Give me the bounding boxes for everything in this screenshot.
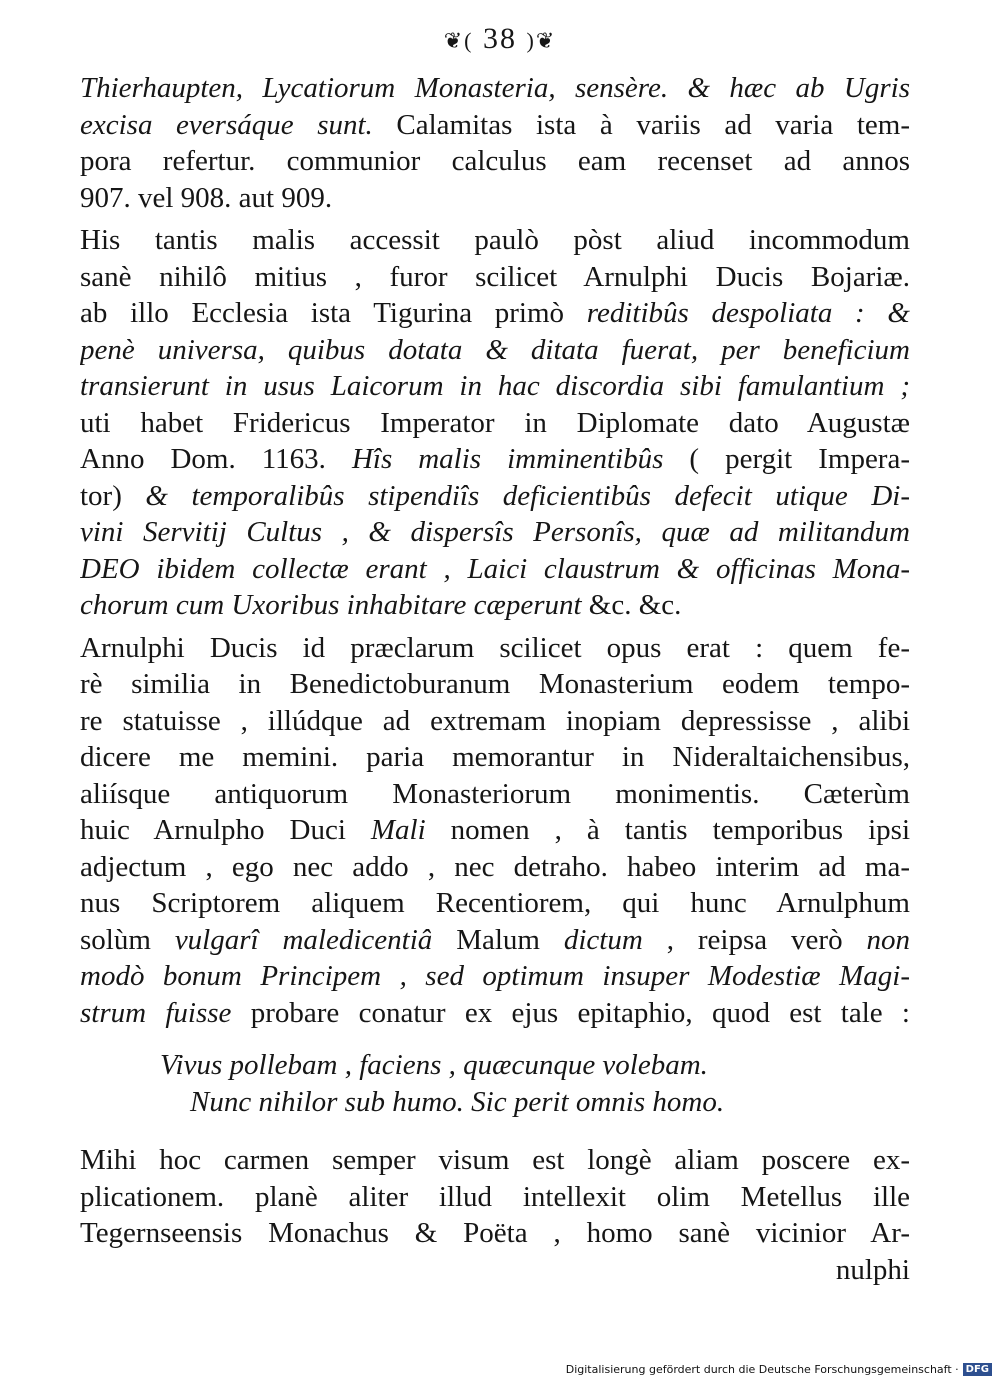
text-line	[80, 107, 910, 144]
text-segment: tor)	[80, 479, 146, 512]
text-segment: plicationem. planè aliter illud intellexit olim Metellus ille	[80, 1180, 910, 1213]
text-segment: Tegernseensis Monachus & Poëta , homo sanè vicinior Ar-	[80, 1217, 910, 1249]
text-line	[80, 922, 910, 959]
text-segment: huic Arnulpho Duci	[80, 814, 371, 846]
italic-text-segment: DEO ibidem collectæ erant , Laici claustrum & officinas Mona-	[80, 552, 910, 585]
footer-text: Digitalisierung gefördert durch die Deutsche Forschungsgemeinschaft ·	[565, 1363, 959, 1376]
italic-text-segment: modò bonum Principem , sed optimum insuper Modestiæ Magi-	[80, 960, 910, 992]
text-segment: 907. vel 908. aut 909.	[80, 181, 333, 214]
epitaph-verse-line: Nunc nihilor sub humo. Sic perit omnis homo.	[190, 1085, 725, 1118]
text-line	[80, 739, 910, 776]
italic-text-segment: Hîs malis imminentibûs	[351, 443, 664, 475]
page-number-ornament-left: ❦(	[443, 28, 474, 53]
text-line	[80, 180, 910, 217]
text-line	[80, 703, 910, 740]
italic-text-segment: strum fuisse	[80, 996, 232, 1029]
text-segment: dicere me memini. paria memorantur in Nideraltaichensibus,	[80, 741, 910, 773]
text-line	[80, 332, 910, 369]
text-segment: ( pergit Impera-	[663, 443, 910, 475]
footer-credit	[566, 1363, 992, 1376]
italic-text-segment: Mali	[370, 814, 426, 846]
italic-text-segment: vini Servitij Cultus , & dispersîs Personîs, quæ ad militandum	[80, 516, 910, 548]
text-segment: His tantis malis accessit paulò pòst aliud incommodum	[80, 224, 910, 256]
italic-text-segment: dictum	[563, 923, 643, 956]
text-segment: probare conatur ex ejus epitaphio, quod est tale :	[231, 996, 910, 1029]
text-line	[80, 441, 910, 478]
italic-text-segment: vulgarî maledicentiâ	[174, 923, 433, 956]
text-segment: solùm	[80, 923, 175, 956]
text-line	[80, 1215, 910, 1252]
epitaph-verse-line: Vivus pollebam , faciens , quæcunque volebam.	[160, 1049, 708, 1081]
text-segment: pora refertur. communior calculus eam recenset ad annos	[80, 145, 910, 177]
text-line	[80, 478, 910, 515]
text-line	[80, 812, 910, 849]
text-line	[80, 776, 910, 813]
text-segment: uti habet Fridericus Imperator in Diplomate dato Augustæ	[80, 406, 910, 439]
body-text	[80, 70, 910, 1288]
text-line	[80, 1179, 910, 1216]
page-number-value: 38	[483, 22, 517, 55]
text-line	[80, 143, 910, 180]
italic-text-segment: excisa eversáque sunt.	[80, 108, 373, 141]
text-line	[80, 70, 910, 107]
text-segment: sanè nihilô mitius , furor scilicet Arnulphi Ducis Bojariæ.	[80, 260, 910, 293]
text-line	[80, 405, 910, 442]
italic-text-segment: penè universa, quibus dotata & ditata fuerat, per beneficium	[80, 333, 910, 366]
text-line	[80, 295, 910, 332]
text-segment: aliísque antiquorum Monasteriorum monimentis. Cæterùm	[80, 777, 910, 810]
text-line	[80, 1252, 910, 1289]
text-line	[80, 1142, 910, 1179]
text-segment: adjectum , ego nec addo , nec detraho. habeo interim ad ma-	[80, 850, 910, 883]
text-segment: , reipsa verò	[642, 923, 867, 956]
text-segment: ab illo Ecclesia ista Tigurina primò	[80, 297, 587, 329]
text-line	[80, 958, 910, 995]
italic-text-segment: & temporalibûs stipendiîs deficientibûs defecit utique Di-	[145, 479, 910, 512]
text-segment: nus Scriptorem aliquem Recentiorem, qui hunc Arnulphum	[80, 887, 910, 919]
italic-text-segment: chorum cum Uxoribus inhabitare cæperunt	[80, 589, 582, 621]
text-segment: rè similia in Benedictoburanum Monasterium eodem tempo-	[80, 668, 910, 700]
page-number-ornament-right: )❦	[526, 28, 557, 53]
italic-text-segment: reditibûs despoliata : &	[586, 297, 910, 329]
text-segment: re statuisse , illúdque ad extremam inopiam depressisse , alibi	[80, 704, 910, 737]
text-line	[80, 666, 910, 703]
text-line	[80, 514, 910, 551]
text-line	[80, 259, 910, 296]
text-segment: &c. &c.	[581, 589, 682, 621]
dfg-logo-icon: DFG	[963, 1363, 992, 1376]
text-line	[80, 587, 910, 624]
text-line	[80, 995, 910, 1032]
page-number	[0, 22, 1000, 56]
italic-text-segment: Thierhaupten, Lycatiorum Monasteria, sensère. & hæc ab Ugris	[80, 72, 910, 104]
italic-text-segment: non	[866, 923, 910, 956]
text-segment: Anno Dom. 1163.	[80, 443, 352, 475]
text-segment: Malum	[432, 923, 564, 956]
text-line	[80, 551, 910, 588]
text-segment: Arnulphi Ducis id præclarum scilicet opus erat : quem fe-	[80, 631, 910, 664]
text-line	[80, 368, 910, 405]
text-segment: Calamitas ista à variis ad varia tem-	[372, 108, 910, 141]
text-line	[80, 885, 910, 922]
text-line	[80, 222, 910, 259]
text-line	[80, 849, 910, 886]
text-segment: nomen , à tantis temporibus ipsi	[425, 814, 910, 846]
text-segment: nulphi	[835, 1253, 910, 1286]
text-line	[80, 630, 910, 667]
text-segment: Mihi hoc carmen semper visum est longè aliam poscere ex-	[80, 1144, 910, 1176]
italic-text-segment: transierunt in usus Laicorum in hac discordia sibi famulantium ;	[80, 370, 910, 402]
